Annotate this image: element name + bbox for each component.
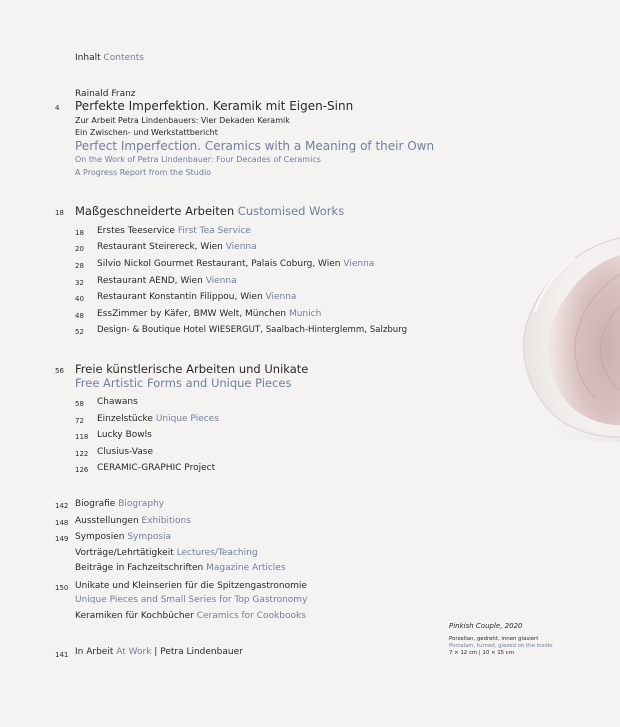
- page-number: 18: [75, 229, 84, 237]
- section-title: [75, 204, 344, 218]
- page-number: 56: [55, 367, 64, 375]
- page-number: 142: [55, 502, 69, 510]
- page-number: 122: [75, 450, 89, 458]
- toc-entry: [75, 563, 286, 573]
- toc-entry: [97, 309, 321, 319]
- page-number: 40: [75, 295, 84, 303]
- entry-de: Ausstellungen: [75, 516, 139, 526]
- toc-entry-de: Unikate und Kleinserien für die Spitzengastronomie: [75, 581, 307, 591]
- entry-de: Erstes Teeservice: [97, 226, 175, 236]
- caption-material-en: Porcelain, turned, glazed on the inside: [449, 643, 553, 649]
- essay-subtitle-de-1: Zur Arbeit Petra Lindenbauers: Vier Dekaden Keramik: [75, 116, 290, 125]
- page-number: 4: [55, 104, 60, 112]
- entry-de: Beiträge in Fachzeitschriften: [75, 563, 204, 573]
- page-number: 149: [55, 535, 69, 543]
- page-number: 28: [75, 262, 84, 270]
- entry-en: Magazine Articles: [206, 563, 286, 573]
- entry-en: Munich: [288, 309, 322, 319]
- author-name: Rainald Franz: [75, 89, 136, 99]
- essay-subtitle-en-1: On the Work of Petra Lindenbauer: Four Decades of Ceramics: [75, 155, 321, 164]
- toc-entry: [75, 516, 191, 526]
- entry-de: Restaurant Konstantin Filippou, Wien: [97, 292, 263, 302]
- caption-dimensions: 7 × 12 cm | 10 × 15 cm: [449, 650, 514, 656]
- toc-entry: Lucky Bowls: [97, 430, 152, 440]
- toc-entry: [97, 242, 257, 252]
- entry-de: EssZimmer by Käfer, BMW Welt, München: [97, 309, 287, 319]
- entry-en: Vienna: [265, 292, 297, 302]
- entry-de: Restaurant Steirereck, Wien: [97, 242, 223, 252]
- essay-title-de: Perfekte Imperfektion. Keramik mit Eigen-Sinn: [75, 99, 354, 113]
- entry-en: First Tea Service: [177, 226, 251, 236]
- entry-de: Design- & Boutique Hotel WIESERGUT, Saalbach-Hinterglemm, Salzburg: [97, 325, 408, 335]
- artist-name: Petra Lindenbauer: [160, 647, 243, 657]
- entry-de: Biografie: [75, 499, 116, 509]
- contents-heading: [75, 53, 144, 63]
- entry-de: Vorträge/Lehrtätigkeit: [75, 548, 174, 558]
- page-number: 32: [75, 279, 84, 287]
- entry-en: Biography: [118, 499, 165, 509]
- entry-de: In Arbeit: [75, 647, 114, 657]
- heading-en: Contents: [103, 53, 144, 63]
- toc-entry: [97, 292, 296, 302]
- toc-entry-en: Unique Pieces and Small Series for Top Gastronomy: [75, 595, 308, 605]
- porcelain-bowl-image: [515, 232, 620, 442]
- toc-entry: [75, 532, 171, 542]
- page-number: 58: [75, 400, 84, 408]
- caption-material-de: Porzellan, gedreht, innen glasiert: [449, 636, 539, 642]
- caption-title: Pinkish Couple, 2020: [449, 622, 523, 630]
- toc-entry: [75, 548, 258, 558]
- page-number: 150: [55, 584, 69, 592]
- entry-en: Exhibitions: [141, 516, 191, 526]
- entry-en: Unique Pieces: [155, 414, 219, 424]
- toc-entry: [75, 499, 164, 509]
- toc-entry: [75, 611, 306, 621]
- toc-entry: Chawans: [97, 397, 138, 407]
- section-title-en: Customised Works: [237, 204, 345, 218]
- page-number: 141: [55, 651, 69, 659]
- toc-entry: [97, 226, 251, 236]
- entry-de: Silvio Nickol Gourmet Restaurant, Palais Coburg, Wien: [97, 259, 341, 269]
- essay-subtitle-en-2: A Progress Report from the Studio: [75, 168, 212, 177]
- page-number: 18: [55, 209, 64, 217]
- toc-entry: [97, 325, 407, 335]
- toc-entry: [97, 414, 219, 424]
- entry-en: Lectures/Teaching: [176, 548, 258, 558]
- essay-title-en: Perfect Imperfection. Ceramics with a Meaning of their Own: [75, 139, 435, 153]
- page-number: 48: [75, 312, 84, 320]
- entry-en: Vienna: [225, 242, 257, 252]
- page-number: 72: [75, 417, 84, 425]
- entry-en: Vienna: [205, 276, 237, 286]
- essay-subtitle-de-2: Ein Zwischen- und Werkstattbericht: [75, 128, 218, 137]
- entry-en: At Work: [116, 647, 152, 657]
- toc-entry: CERAMIC-GRAPHIC Project: [97, 463, 216, 473]
- entry-en: Vienna: [343, 259, 375, 269]
- toc-entry: [97, 259, 374, 269]
- entry-en: Ceramics for Cookbooks: [196, 611, 306, 621]
- section-title-de: Maßgeschneiderte Arbeiten: [75, 204, 235, 218]
- entry-en: Symposia: [127, 532, 172, 542]
- toc-entry: Clusius-Vase: [97, 447, 153, 457]
- page-number: 126: [75, 466, 89, 474]
- entry-de: Symposien: [75, 532, 125, 542]
- separator: |: [154, 647, 158, 657]
- page-number: 52: [75, 328, 84, 336]
- toc-entry: [75, 647, 243, 657]
- bowl-illustration: [515, 232, 620, 442]
- entry-de: Einzelstücke: [97, 414, 153, 424]
- toc-entry: [97, 276, 237, 286]
- entry-de: Restaurant AEND, Wien: [97, 276, 203, 286]
- heading-de: Inhalt: [75, 53, 101, 63]
- section-title-en: Free Artistic Forms and Unique Pieces: [75, 376, 292, 390]
- page-number: 20: [75, 245, 84, 253]
- entry-de: Keramiken für Kochbücher: [75, 611, 194, 621]
- page-number: 148: [55, 519, 69, 527]
- page-number: 118: [75, 433, 89, 441]
- section-title-de: Freie künstlerische Arbeiten und Unikate: [75, 362, 309, 376]
